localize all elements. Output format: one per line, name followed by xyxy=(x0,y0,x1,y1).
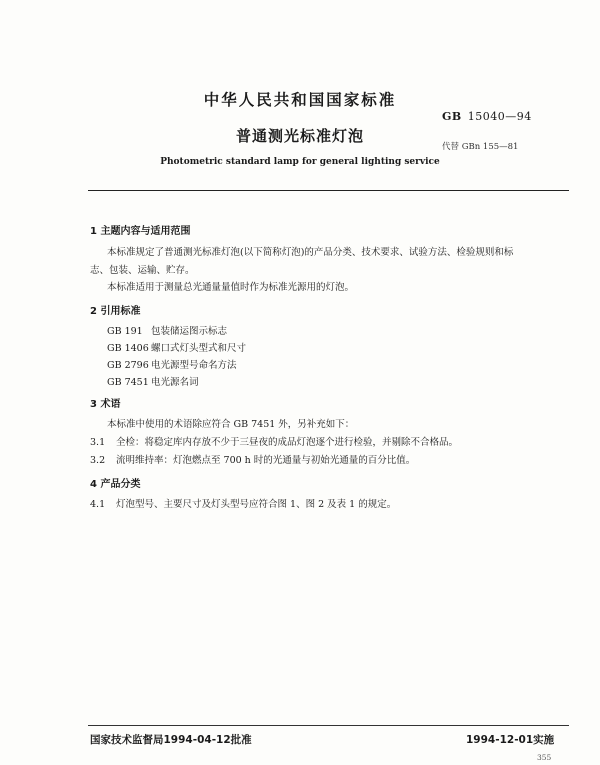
section-1-scope-paragraph: 本标准适用于测量总光通量量值时作为标准光源用的灯泡。 xyxy=(107,282,355,293)
term-text: 流明维持率：灯泡燃点至 700 h 时的光通量与初始光通量的百分比值。 xyxy=(116,455,416,466)
gb-number: 15040—94 xyxy=(467,110,532,123)
effective-date: 1994-12-01实施 xyxy=(466,734,555,746)
classification-item xyxy=(90,496,396,510)
reference-code: GB 2796 xyxy=(107,360,149,371)
section-1-paragraph-line: 志、包装、运输、贮存。 xyxy=(90,265,195,276)
term-number: 3.2 xyxy=(90,455,106,466)
reference-title: 电光源名词 xyxy=(151,377,199,388)
classification-text: 灯泡型号、主要尺寸及灯头型号应符合图 1、图 2 及表 1 的规定。 xyxy=(116,499,397,510)
section-2-heading: 2 引用标准 xyxy=(90,306,141,317)
section-4-heading: 4 产品分类 xyxy=(90,479,141,490)
section-3-intro: 本标准中使用的术语除应符合 GB 7451 外，另补充如下： xyxy=(107,419,355,430)
gb-label: GB xyxy=(442,110,462,123)
reference-item xyxy=(107,374,199,388)
header-divider xyxy=(88,190,569,191)
document-title-en: Photometric standard lamp for general lighting service xyxy=(160,157,440,167)
reference-title: 包装储运图示标志 xyxy=(151,326,228,337)
page-number: 355 xyxy=(537,753,552,762)
standard-number xyxy=(442,110,532,123)
footer-divider xyxy=(88,725,569,726)
reference-item xyxy=(107,323,227,337)
reference-code: GB 1406 xyxy=(107,343,149,354)
term-item xyxy=(90,434,458,448)
country-standard-heading: 中华人民共和国国家标准 xyxy=(203,91,397,109)
reference-code: GB 7451 xyxy=(107,377,149,388)
replaces-note: 代替 GBn 155—81 xyxy=(442,142,519,152)
reference-code: GB 191 xyxy=(107,326,143,337)
section-3-heading: 3 术语 xyxy=(90,399,121,410)
term-item xyxy=(90,452,415,466)
document-title-cn: 普通测光标准灯泡 xyxy=(235,127,364,145)
reference-item xyxy=(107,357,237,371)
reference-title: 螺口式灯头型式和尺寸 xyxy=(151,343,247,354)
reference-item xyxy=(107,340,246,354)
reference-title: 电光源型号命名方法 xyxy=(151,360,237,371)
term-text: 全检：将稳定库内存放不少于三昼夜的成品灯泡逐个进行检验，并剔除不合格品。 xyxy=(116,437,459,448)
section-1-heading: 1 主题内容与适用范围 xyxy=(90,226,191,237)
section-1-paragraph-line: 本标准规定了普通测光标准灯泡(以下简称灯泡)的产品分类、技术要求、试验方法、检验规则和标 xyxy=(107,247,514,258)
approval-date: 国家技术监督局1994-04-12批准 xyxy=(90,734,252,746)
classification-number: 4.1 xyxy=(90,499,106,510)
term-number: 3.1 xyxy=(90,437,106,448)
